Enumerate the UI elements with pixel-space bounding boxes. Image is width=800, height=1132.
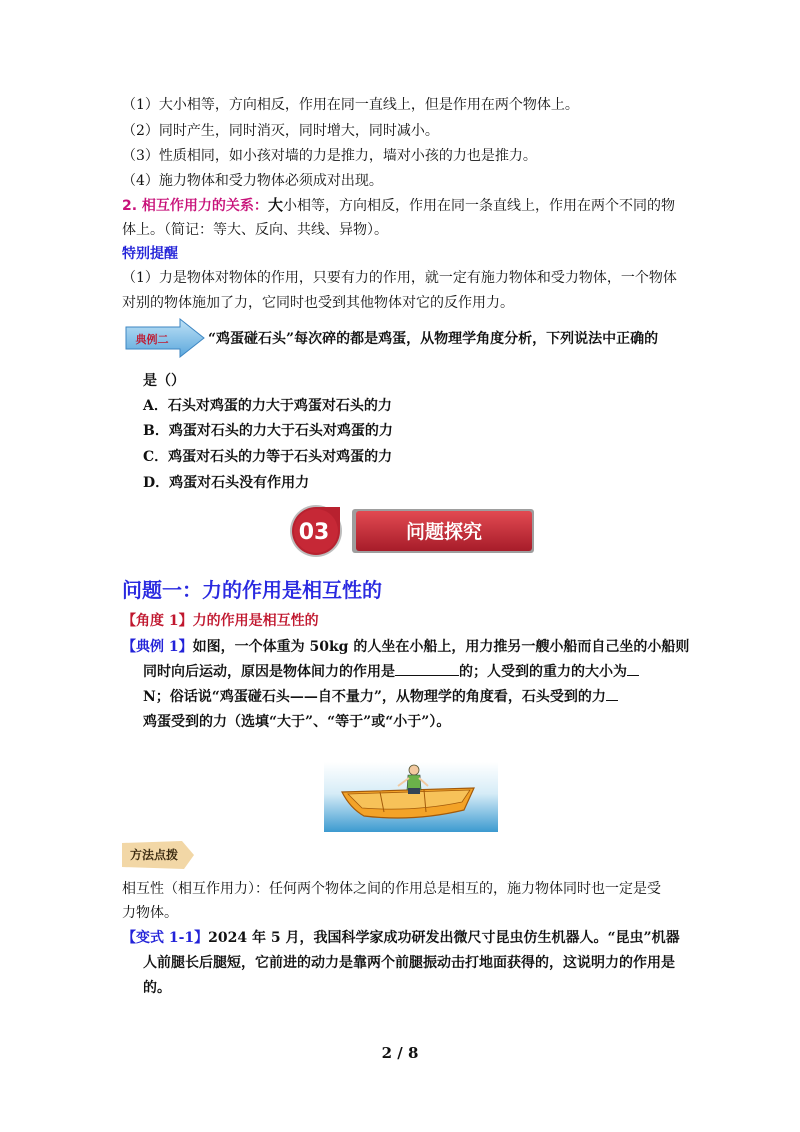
method-line-1: 相互性（相互作用力）：任何两个物体之间的作用总是相互的，施力物体同时也一定是受 [122,881,661,897]
section-number: 03 [298,520,330,545]
example2-question-line-2: 是（） [143,373,185,389]
page-number: 2 / 8 [381,1044,419,1062]
reminder-line-1: （1）力是物体对物体的作用，只要有力的作用，就一定有施力物体和受力物体，一个物体 [122,270,677,286]
relation-line-1 [122,192,682,219]
relation-line-2: 体上。（简记：等大、反向、共线、异物）。 [122,222,388,238]
point-3: （3）性质相同，如小孩对墙的力是推力，墙对小孩的力也是推力。 [122,148,537,164]
option-c: C．鸡蛋对石头的力等于石头对鸡蛋的力 [143,449,393,465]
example2-question-line-1: “鸡蛋碰石头”每次碎的都是鸡蛋，从物理学角度分析，下列说法中正确的 [208,331,659,347]
method-label: 方法点拨 [130,848,179,862]
variant-tag: 【变式 1-1】 [122,930,209,946]
relation-text: 小相等，方向相反，作用在同一条直线上，作用在两个不同的物 [282,198,675,214]
example1-text-3: N；俗话说“鸡蛋碰石头——自不量力”，从物理学的角度看，石头受到的力 [143,689,606,705]
answer-blank-3[interactable] [606,686,618,701]
relation-label: 2. 相互作用力的关系： [122,198,268,214]
example1-line-3 [143,684,703,710]
variant-text-1: 2024 年 5 月，我国科学家成功研发出微尺寸昆虫仿生机器人。“昆虫”机器 [208,930,680,946]
example1-text-2a: 同时向后运动，原因是物体间力的作用是 [143,664,395,680]
example1-tag: 【典例 1】 [122,639,193,655]
answer-blank-1[interactable] [395,661,459,676]
relation-first-char: 大 [267,196,283,214]
point-4: （4）施力物体和受力物体必须成对出现。 [122,173,383,189]
option-b: B．鸡蛋对石头的力大于石头对鸡蛋的力 [143,423,393,439]
section-banner [280,503,540,563]
example1-line-4: 鸡蛋受到的力（选填“大于”、“等于”或“小于”）。 [143,714,451,730]
option-a: A．石头对鸡蛋的力大于鸡蛋对石头的力 [143,398,392,414]
example-tag-label: 典例二 [135,333,169,346]
variant-line-1 [122,925,682,951]
method-line-2: 力物体。 [122,905,178,921]
variant-line-3: 的。 [143,980,171,996]
point-2: （2）同时产生，同时消灭，同时增大，同时减小。 [122,123,439,139]
example1-text-2b: 的；人受到的重力的大小为 [459,664,627,680]
example1-line-1 [122,634,690,660]
option-d: D．鸡蛋对石头没有作用力 [143,475,310,491]
point-1: （1）大小相等，方向相反，作用在同一直线上，但是作用在两个物体上。 [122,97,579,113]
example1-line-2 [143,659,703,685]
angle-label: 【角度 1】力的作用是相互性的 [122,613,319,629]
section-title: 问题探究 [405,521,483,543]
reminder-title: 特别提醒 [122,246,178,262]
example1-text-1: 如图，一个体重为 50kg 的人坐在小船上，用力推另一艘小船而自己坐的小船则 [192,639,690,655]
answer-blank-2[interactable] [627,661,639,676]
question1-title: 问题一：力的作用是相互性的 [122,578,382,602]
reminder-line-2: 对别的物体施加了力，它同时也受到其他物体对它的反作用力。 [122,295,514,311]
variant-line-2: 人前腿长后腿短，它前进的动力是靠两个前腿振动击打地面获得的，这说明力的作用是 [143,955,675,971]
boat-illustration [324,762,498,832]
example-arrow-icon [124,318,206,358]
